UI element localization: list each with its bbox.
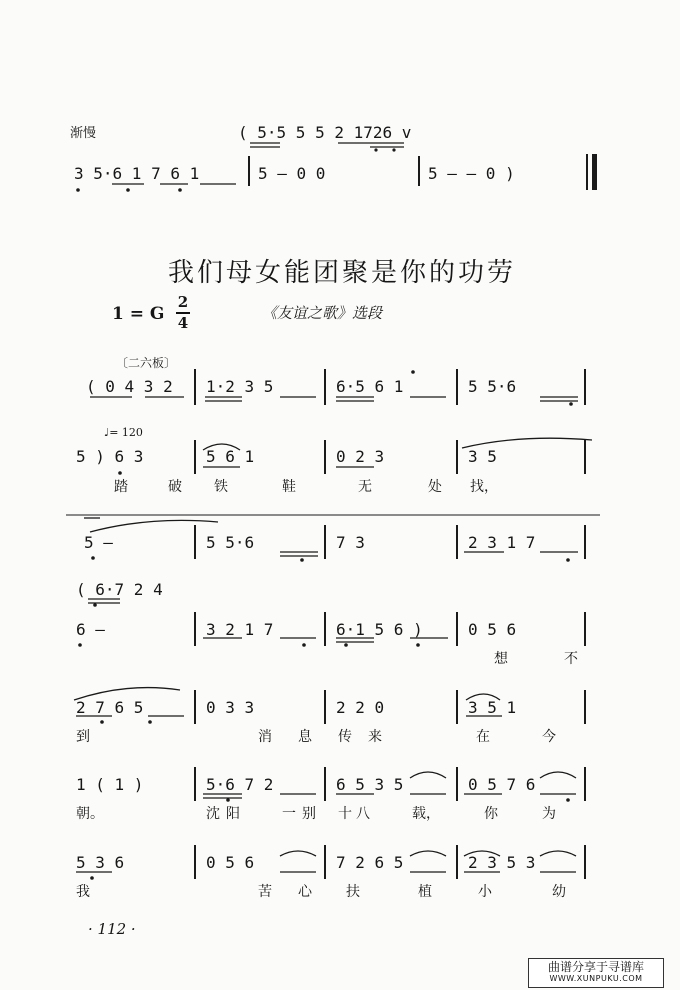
barline (324, 690, 326, 724)
barline (584, 845, 586, 879)
barline (584, 690, 586, 724)
r5-lyric-2: 消 (258, 729, 272, 745)
key-signature: 1 = G (112, 304, 165, 324)
song-title: 我们母女能团聚是你的功劳 (168, 258, 517, 288)
r2-measure-2: 5 6 1 (206, 447, 255, 466)
r6-measure-3: 6 5 3 5 (336, 775, 404, 794)
barline (456, 690, 458, 724)
barline (194, 525, 196, 559)
r5-measure-1: 2 7 6 5 (76, 698, 144, 717)
r7-measure-3: 7 2 6 5 (336, 853, 404, 872)
r6-lyric-5: 别 (302, 806, 316, 822)
r1-measure-1: ( 0 4 3 2 (86, 377, 173, 396)
header-line-2-measure-2: 5 — 0 0 (258, 164, 326, 183)
r5-measure-4: 3 5 1 (468, 698, 517, 717)
watermark-line-2: WWW.XUNPUKU.COM (549, 974, 643, 983)
section-label: 〔二六板〕 (116, 356, 177, 370)
r2-measure-4: 3 5 (468, 447, 497, 466)
time-top: 2 (177, 293, 189, 311)
r5-lyric-7: 今 (542, 729, 556, 745)
r6-lyric-2: 沈 (206, 806, 220, 822)
r4-lyric-2: 不 (564, 651, 578, 667)
barline (584, 369, 586, 405)
r3-measure-3: 7 3 (336, 533, 365, 552)
barline (324, 440, 326, 474)
barline (324, 767, 326, 801)
r4-measure-3: 6·1 5 6 ) (336, 620, 423, 639)
barline (324, 525, 326, 559)
r3-measure-4: 2 3 1 7 (468, 533, 536, 552)
r6-lyric-4: 一 (282, 806, 296, 822)
r2-measure-3: 0 2 3 (336, 447, 385, 466)
r6-lyric-6: 十 (338, 806, 352, 822)
r3-measure-2: 5 5·6 (206, 533, 255, 552)
r5-lyric-6: 在 (476, 729, 490, 745)
header-line-2-measure-1: 3 5·6 1 7 6 1 (74, 164, 200, 183)
r2-lyric-4: 鞋 (282, 479, 296, 495)
r5-measure-3: 2 2 0 (336, 698, 385, 717)
r6-lyric-10: 为 (542, 806, 556, 822)
r7-measure-2: 0 5 6 (206, 853, 255, 872)
barline (456, 369, 458, 405)
barline (324, 845, 326, 879)
r7-lyric-4: 扶 (346, 884, 360, 900)
r7-lyric-2: 苦 (258, 884, 272, 900)
r6-measure-2: 5·6 7 2 (206, 775, 274, 794)
time-signature (176, 294, 190, 332)
r4-measure-1: 6 — (76, 620, 105, 639)
r2-lyric-3: 铁 (214, 479, 228, 495)
barline (194, 612, 196, 646)
r1-measure-2: 1·2 3 5 (206, 377, 274, 396)
barline (584, 440, 586, 474)
barline (584, 767, 586, 801)
barline (456, 767, 458, 801)
barline (194, 369, 196, 405)
r6-lyric-7: 八 (356, 806, 370, 822)
r7-lyric-5: 植 (418, 884, 432, 900)
r6-lyric-8: 载， (412, 806, 440, 822)
tempo-label: 渐慢 (70, 126, 97, 141)
r4-measure-2: 3 2 1 7 (206, 620, 274, 639)
time-bottom: 4 (177, 313, 189, 332)
watermark-line-1: 曲谱分享于寻谱库 (547, 960, 644, 974)
r1-measure-3: 6·5 6 1 (336, 377, 404, 396)
r4-lyric-1: 想 (494, 651, 508, 667)
r6-lyric-3: 阳 (226, 806, 240, 822)
barline (194, 440, 196, 474)
barline (456, 612, 458, 646)
header-line-1: ( 5·5 5 5 2 1726 v (238, 123, 412, 142)
r4-above: ( 6·7 2 4 (76, 580, 163, 599)
r5-lyric-1: 到 (76, 729, 90, 745)
r2-lyric-2: 破 (168, 479, 182, 495)
r2-lyric-5: 无 (358, 479, 372, 495)
tempo-mark: ♩= 120 (104, 426, 143, 439)
r1-measure-4: 5 5·6 (468, 377, 517, 396)
r2-measure-1: 5 ) 6 3 (76, 447, 144, 466)
barline (324, 612, 326, 646)
barline (194, 767, 196, 801)
barline (456, 440, 458, 474)
header-line-2-measure-3: 5 — — 0 ) (428, 164, 515, 183)
barline (194, 845, 196, 879)
r6-measure-4: 0 5 7 6 (468, 775, 536, 794)
r2-lyric-6: 处 (428, 479, 442, 495)
page-number: · 112 · (88, 920, 136, 938)
barline (456, 525, 458, 559)
r5-measure-2: 0 3 3 (206, 698, 255, 717)
watermark-box (528, 958, 664, 988)
r6-measure-1: 1 ( 1 ) (76, 775, 144, 794)
barline (418, 156, 420, 186)
r4-measure-4: 0 5 6 (468, 620, 517, 639)
r5-lyric-4: 传 (338, 729, 352, 745)
r7-lyric-1: 我 (76, 884, 90, 900)
r2-lyric-1: 踏 (114, 479, 128, 495)
r7-measure-1: 5 3 6 (76, 853, 125, 872)
r3-measure-1: 5 — (84, 533, 113, 552)
r6-lyric-1: 朝。 (76, 806, 104, 822)
r5-lyric-3: 息 (298, 729, 312, 745)
r7-lyric-3: 心 (298, 884, 312, 900)
r7-lyric-7: 幼 (552, 884, 566, 900)
r5-lyric-5: 来 (368, 729, 382, 745)
song-source: 《友谊之歌》选段 (262, 304, 383, 322)
r6-lyric-9: 你 (484, 806, 498, 822)
barline (584, 525, 586, 559)
barline (584, 612, 586, 646)
r7-measure-4: 2 3 5 3 (468, 853, 536, 872)
barline (456, 845, 458, 879)
r2-lyric-7: 找， (470, 479, 498, 495)
barline (248, 156, 250, 186)
barline (324, 369, 326, 405)
r7-lyric-6: 小 (478, 884, 492, 900)
barline (194, 690, 196, 724)
